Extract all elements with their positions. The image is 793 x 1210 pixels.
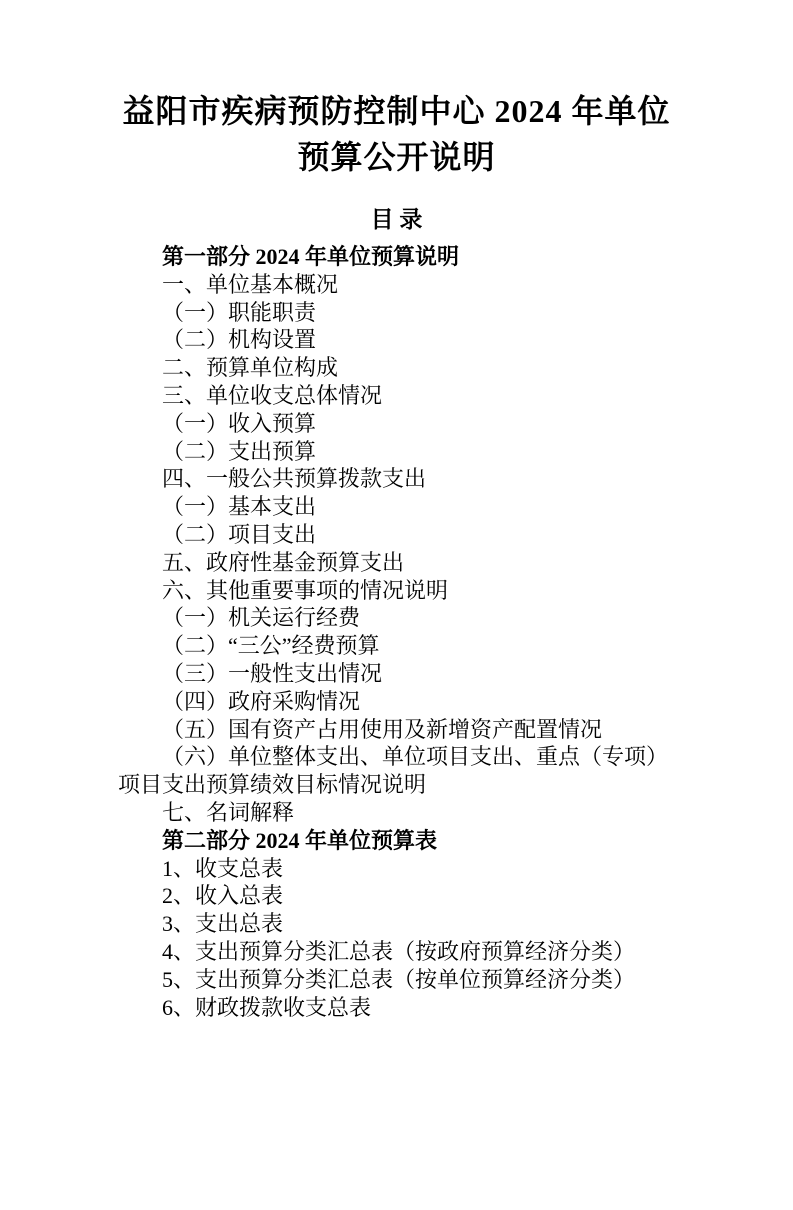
toc-item: 四、一般公共预算拨款支出 — [162, 466, 427, 492]
toc-item: 2、收入总表 — [162, 883, 284, 909]
table-of-contents — [118, 243, 733, 1021]
toc-item: 一、单位基本概况 — [162, 271, 339, 297]
toc-item: （一）收入预算 — [162, 410, 317, 436]
toc-item: 三、单位收支总体情况 — [162, 382, 383, 408]
toc-item: （六）单位整体支出、单位项目支出、重点（专项） — [162, 744, 669, 770]
toc-item: （二）“三公”经费预算 — [162, 633, 380, 659]
toc-item: 第一部分 2024 年单位预算说明 — [162, 244, 460, 269]
toc-heading: 目 录 — [370, 207, 423, 232]
toc-item: 二、预算单位构成 — [162, 355, 339, 381]
toc-item: 6、财政拨款收支总表 — [162, 994, 372, 1020]
toc-item: （三）一般性支出情况 — [162, 660, 383, 686]
document-title — [64, 88, 729, 180]
toc-item: 4、支出预算分类汇总表（按政府预算经济分类） — [162, 938, 636, 964]
toc-item: （二）机构设置 — [162, 327, 317, 353]
toc-item: 七、名词解释 — [162, 799, 295, 825]
toc-item: （二）项目支出 — [162, 521, 317, 547]
toc-item: （五）国有资产占用使用及新增资产配置情况 — [162, 716, 603, 742]
document-page — [0, 88, 793, 1210]
toc-item: 3、支出总表 — [162, 911, 284, 937]
toc-item: （一）基本支出 — [162, 494, 317, 520]
toc-item: 项目支出预算绩效目标情况说明 — [118, 772, 427, 798]
toc-item: 五、政府性基金预算支出 — [162, 549, 405, 575]
document-title-line-1: 益阳市疾病预防控制中心 2024 年单位 — [122, 93, 671, 129]
toc-item: 5、支出预算分类汇总表（按单位预算经济分类） — [162, 966, 636, 992]
toc-item: 第二部分 2024 年单位预算表 — [162, 827, 438, 853]
toc-item: （四）政府采购情况 — [162, 688, 361, 714]
toc-item: （一）职能职责 — [162, 299, 317, 325]
toc-item: （二）支出预算 — [162, 438, 317, 464]
toc-item: （一）机关运行经费 — [162, 605, 361, 631]
document-title-line-2: 预算公开说明 — [297, 139, 496, 175]
toc-item: 1、收支总表 — [162, 855, 284, 881]
toc-item: 六、其他重要事项的情况说明 — [162, 577, 449, 603]
